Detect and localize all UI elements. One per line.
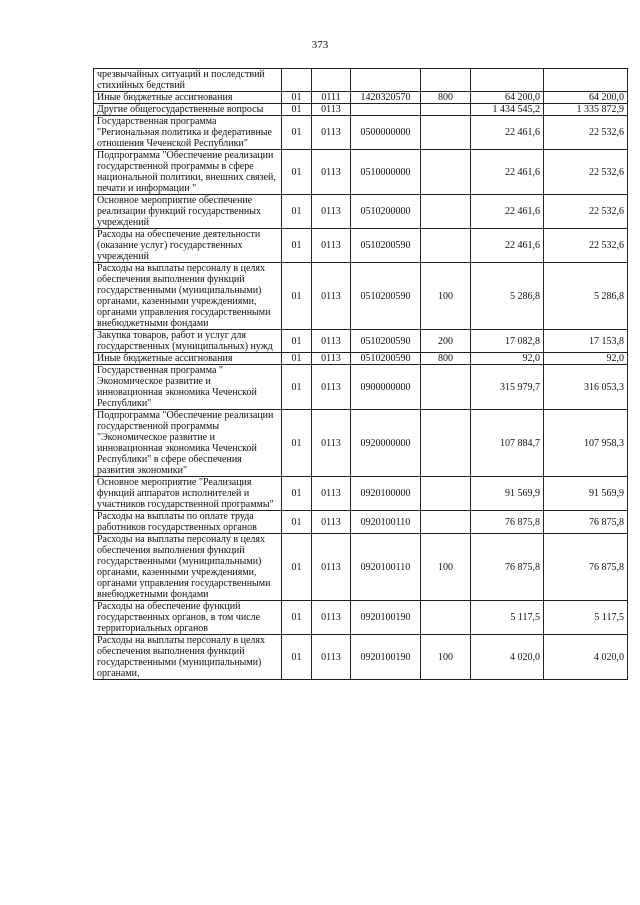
cell-name: Иные бюджетные ассигнования	[94, 353, 282, 365]
cell-name: Иные бюджетные ассигнования	[94, 92, 282, 104]
cell-name: Расходы на выплаты персоналу в целях обеспечения выполнения функций государственными (муниципальными) органами, казенными учреждениями, органами управления государственными внебюджетными фондами	[94, 263, 282, 330]
cell-section: 01	[282, 330, 312, 353]
cell-section: 01	[282, 511, 312, 534]
table-row	[94, 229, 628, 263]
cell-amount-year1: 22 461,6	[471, 195, 544, 229]
cell-expense-type: 800	[421, 92, 471, 104]
table-row	[94, 353, 628, 365]
cell-subsection: 0113	[312, 601, 351, 635]
cell-section: 01	[282, 534, 312, 601]
cell-section: 01	[282, 150, 312, 195]
cell-amount-year2: 76 875,8	[544, 534, 628, 601]
cell-amount-year2: 22 532,6	[544, 195, 628, 229]
table-row	[94, 511, 628, 534]
cell-target-article: 0900000000	[351, 365, 421, 410]
cell-section: 01	[282, 195, 312, 229]
budget-table-body	[94, 69, 628, 680]
cell-subsection: 0113	[312, 116, 351, 150]
cell-subsection: 0113	[312, 104, 351, 116]
cell-expense-type	[421, 150, 471, 195]
cell-target-article: 0510000000	[351, 150, 421, 195]
cell-expense-type	[421, 104, 471, 116]
cell-section: 01	[282, 92, 312, 104]
cell-subsection: 0113	[312, 477, 351, 511]
table-row	[94, 534, 628, 601]
cell-subsection: 0113	[312, 534, 351, 601]
cell-section: 01	[282, 353, 312, 365]
cell-section: 01	[282, 263, 312, 330]
cell-amount-year2: 107 958,3	[544, 410, 628, 477]
page-number: 373	[311, 39, 329, 51]
cell-target-article: 0920100110	[351, 511, 421, 534]
cell-amount-year2: 5 117,5	[544, 601, 628, 635]
cell-subsection: 0113	[312, 635, 351, 680]
cell-amount-year1: 91 569,9	[471, 477, 544, 511]
cell-section: 01	[282, 116, 312, 150]
cell-expense-type: 100	[421, 635, 471, 680]
cell-amount-year2: 22 532,6	[544, 150, 628, 195]
cell-amount-year2: 91 569,9	[544, 477, 628, 511]
table-row	[94, 365, 628, 410]
cell-amount-year1: 315 979,7	[471, 365, 544, 410]
cell-amount-year1: 76 875,8	[471, 534, 544, 601]
cell-amount-year1: 1 434 545,2	[471, 104, 544, 116]
cell-name: Государственная программа "Региональная политика и федеративные отношения Чеченской Республики"	[94, 116, 282, 150]
cell-amount-year2: 92,0	[544, 353, 628, 365]
cell-subsection: 0113	[312, 150, 351, 195]
cell-expense-type	[421, 477, 471, 511]
cell-subsection: 0113	[312, 353, 351, 365]
cell-amount-year1: 22 461,6	[471, 229, 544, 263]
cell-section: 01	[282, 104, 312, 116]
cell-name: Подпрограмма "Обеспечение реализации государственной программы в сфере национальной политики, внешних связей, печати и информации "	[94, 150, 282, 195]
cell-section: 01	[282, 477, 312, 511]
cell-amount-year1: 92,0	[471, 353, 544, 365]
cell-amount-year1: 22 461,6	[471, 150, 544, 195]
cell-amount-year1: 76 875,8	[471, 511, 544, 534]
cell-target-article: 1420320570	[351, 92, 421, 104]
cell-amount-year2: 5 286,8	[544, 263, 628, 330]
cell-expense-type	[421, 195, 471, 229]
cell-subsection	[312, 69, 351, 92]
budget-table	[93, 68, 628, 680]
cell-target-article: 0510200590	[351, 353, 421, 365]
cell-expense-type	[421, 69, 471, 92]
cell-target-article	[351, 104, 421, 116]
cell-expense-type	[421, 511, 471, 534]
cell-name: Закупка товаров, работ и услуг для государственных (муниципальных) нужд	[94, 330, 282, 353]
cell-amount-year2: 22 532,6	[544, 116, 628, 150]
cell-expense-type: 100	[421, 263, 471, 330]
cell-target-article: 0920100190	[351, 635, 421, 680]
table-row	[94, 477, 628, 511]
table-row	[94, 195, 628, 229]
table-row	[94, 601, 628, 635]
cell-section: 01	[282, 410, 312, 477]
cell-subsection: 0113	[312, 195, 351, 229]
cell-subsection: 0113	[312, 365, 351, 410]
cell-target-article: 0510200000	[351, 195, 421, 229]
cell-amount-year1: 17 082,8	[471, 330, 544, 353]
table-row	[94, 330, 628, 353]
table-row	[94, 410, 628, 477]
cell-subsection: 0113	[312, 330, 351, 353]
cell-name: Расходы на обеспечение деятельности (оказание услуг) государственных учреждений	[94, 229, 282, 263]
cell-name: Государственная программа " Экономическое развитие и инновационная экономика Чеченской Республики"	[94, 365, 282, 410]
cell-amount-year2: 64 200,0	[544, 92, 628, 104]
cell-amount-year1: 64 200,0	[471, 92, 544, 104]
cell-target-article: 0920000000	[351, 410, 421, 477]
cell-target-article: 0510200590	[351, 229, 421, 263]
cell-target-article: 0510200590	[351, 330, 421, 353]
cell-target-article: 0920100190	[351, 601, 421, 635]
cell-name: Основное мероприятие "Реализация функций аппаратов исполнителей и участников государственной программы"	[94, 477, 282, 511]
cell-amount-year2: 22 532,6	[544, 229, 628, 263]
cell-name: чрезвычайных ситуаций и последствий стихийных бедствий	[94, 69, 282, 92]
cell-name: Расходы на выплаты персоналу в целях обеспечения выполнения функций государственными (муниципальными) органами,	[94, 635, 282, 680]
table-row	[94, 263, 628, 330]
cell-name: Основное мероприятие обеспечение реализации функций государственных учреждений	[94, 195, 282, 229]
cell-expense-type	[421, 365, 471, 410]
cell-amount-year2	[544, 69, 628, 92]
cell-expense-type	[421, 116, 471, 150]
cell-expense-type	[421, 410, 471, 477]
cell-amount-year2: 4 020,0	[544, 635, 628, 680]
table-row	[94, 635, 628, 680]
cell-target-article	[351, 69, 421, 92]
cell-amount-year2: 1 335 872,9	[544, 104, 628, 116]
cell-subsection: 0113	[312, 229, 351, 263]
table-row	[94, 69, 628, 92]
cell-section: 01	[282, 229, 312, 263]
cell-section: 01	[282, 601, 312, 635]
cell-target-article: 0500000000	[351, 116, 421, 150]
cell-name: Расходы на обеспечение функций государственных органов, в том числе территориальных органов	[94, 601, 282, 635]
cell-expense-type	[421, 601, 471, 635]
cell-subsection: 0113	[312, 410, 351, 477]
cell-expense-type: 800	[421, 353, 471, 365]
cell-amount-year1: 22 461,6	[471, 116, 544, 150]
table-row	[94, 104, 628, 116]
cell-name: Подпрограмма "Обеспечение реализации государственной программы "Экономическое развитие и инновационная экономика Чеченской Республики" в сфере обеспечения развития экономики"	[94, 410, 282, 477]
cell-amount-year2: 17 153,8	[544, 330, 628, 353]
cell-target-article: 0510200590	[351, 263, 421, 330]
cell-target-article: 0920100110	[351, 534, 421, 601]
cell-subsection: 0113	[312, 263, 351, 330]
cell-name: Расходы на выплаты по оплате труда работников государственных органов	[94, 511, 282, 534]
cell-amount-year1: 107 884,7	[471, 410, 544, 477]
cell-amount-year1: 5 286,8	[471, 263, 544, 330]
cell-name: Другие общегосударственные вопросы	[94, 104, 282, 116]
cell-name: Расходы на выплаты персоналу в целях обеспечения выполнения функций государственными (муниципальными) органами, казенными учреждениями, органами управления государственными внебюджетными фондами	[94, 534, 282, 601]
cell-section: 01	[282, 635, 312, 680]
cell-subsection: 0111	[312, 92, 351, 104]
cell-subsection: 0113	[312, 511, 351, 534]
cell-amount-year1	[471, 69, 544, 92]
cell-amount-year1: 4 020,0	[471, 635, 544, 680]
cell-section	[282, 69, 312, 92]
cell-amount-year2: 316 053,3	[544, 365, 628, 410]
table-row	[94, 150, 628, 195]
cell-expense-type	[421, 229, 471, 263]
cell-section: 01	[282, 365, 312, 410]
cell-amount-year1: 5 117,5	[471, 601, 544, 635]
cell-target-article: 0920100000	[351, 477, 421, 511]
cell-expense-type: 100	[421, 534, 471, 601]
cell-amount-year2: 76 875,8	[544, 511, 628, 534]
table-row	[94, 92, 628, 104]
cell-expense-type: 200	[421, 330, 471, 353]
table-row	[94, 116, 628, 150]
